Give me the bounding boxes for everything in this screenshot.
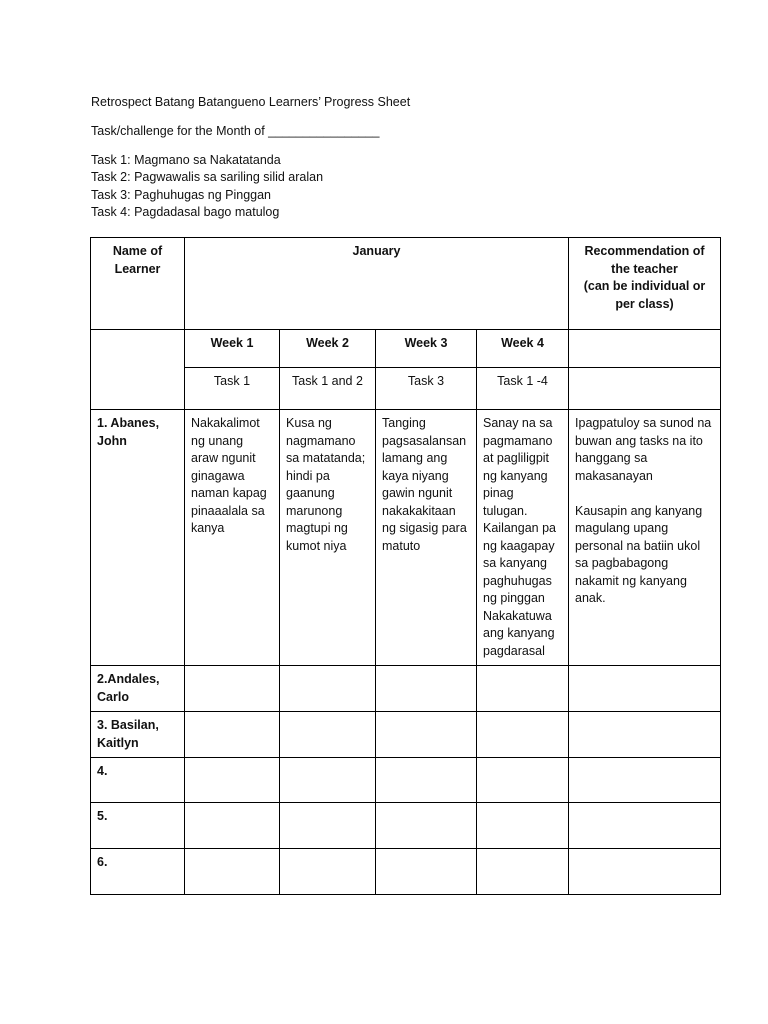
learner-name: 6. [91, 849, 185, 895]
task-row [91, 368, 721, 410]
empty-cell [477, 712, 569, 758]
empty-cell [569, 803, 721, 849]
week-2-header: Week 2 [280, 330, 376, 368]
empty-cell [376, 666, 477, 712]
empty-cell [376, 803, 477, 849]
learner-name: 2.Andales, Carlo [91, 666, 185, 712]
empty-cell [280, 803, 376, 849]
recommendation-week-cell [569, 330, 721, 368]
learner-name: 5. [91, 803, 185, 849]
week-1-note: Nakakalimot ng unang araw ngunit ginagawa naman kapag pinaaalala sa kanya [185, 410, 280, 666]
empty-cell [477, 758, 569, 803]
empty-cell [376, 758, 477, 803]
task-line-3: Task 3: Paghuhugas ng Pinggan [91, 188, 271, 202]
week-2-note: Kusa ng nagmamano sa matatanda; hindi pa gaanung marunong magtupi ng kumot niya [280, 410, 376, 666]
week-1-header: Week 1 [185, 330, 280, 368]
task-line-2: Task 2: Pagwawalis sa sariling silid aralan [91, 170, 324, 184]
week-1-task: Task 1 [185, 368, 280, 410]
table-row [91, 803, 721, 849]
name-header-spacer [91, 330, 185, 410]
task-line-1: Task 1: Magmano sa Nakatatanda [91, 153, 281, 167]
learner-name: 1. Abanes, John [91, 410, 185, 666]
learner-name: 4. [91, 758, 185, 803]
empty-cell [185, 758, 280, 803]
empty-cell [569, 758, 721, 803]
week-2-task: Task 1 and 2 [280, 368, 376, 410]
teacher-recommendation: Ipagpatuloy sa sunod na buwan ang tasks na ito hanggang sa makasanayan Kausapin ang kanyang magulang upang personal na batiin ukol sa pagbabagong nakamit ng kanyang anak. [569, 410, 721, 666]
table-row [91, 410, 721, 666]
week-3-note: Tanging pagsasalansan lamang ang kaya niyang gawin ngunit nakakakitaan ng sigasig para matuto [376, 410, 477, 666]
empty-cell [280, 758, 376, 803]
empty-cell [280, 712, 376, 758]
recommendation-task-cell [569, 368, 721, 410]
week-4-task: Task 1 -4 [477, 368, 569, 410]
week-row [91, 330, 721, 368]
empty-cell [477, 849, 569, 895]
empty-cell [376, 712, 477, 758]
month-header: January [185, 238, 569, 330]
week-3-header: Week 3 [376, 330, 477, 368]
week-3-task: Task 3 [376, 368, 477, 410]
empty-cell [185, 803, 280, 849]
empty-cell [280, 666, 376, 712]
table-row [91, 849, 721, 895]
empty-cell [477, 666, 569, 712]
table-row [91, 666, 721, 712]
name-header: Name of Learner [91, 238, 185, 330]
empty-cell [185, 849, 280, 895]
progress-table [90, 237, 721, 895]
learner-name: 3. Basilan, Kaitlyn [91, 712, 185, 758]
empty-cell [376, 849, 477, 895]
page-title: Retrospect Batang Batangueno Learners’ Progress Sheet [91, 95, 411, 109]
empty-cell [569, 712, 721, 758]
empty-cell [185, 712, 280, 758]
empty-cell [280, 849, 376, 895]
table-row [91, 712, 721, 758]
empty-cell [569, 666, 721, 712]
task-line-4: Task 4: Pagdadasal bago matulog [91, 205, 280, 219]
week-4-note: Sanay na sa pagmamano at pagliligpit ng kanyang pinag tulugan. Kailangan pa ng kaagapay sa kanyang paghuhugas ng pinggan Nakakatuwa ang kanyang pagdarasal [477, 410, 569, 666]
recommendation-header: Recommendation of the teacher (can be individual or per class) [569, 238, 721, 330]
header-row [91, 238, 721, 330]
empty-cell [477, 803, 569, 849]
empty-cell [569, 849, 721, 895]
table-row [91, 758, 721, 803]
empty-cell [185, 666, 280, 712]
week-4-header: Week 4 [477, 330, 569, 368]
month-line: Task/challenge for the Month of ________________ [91, 124, 380, 138]
